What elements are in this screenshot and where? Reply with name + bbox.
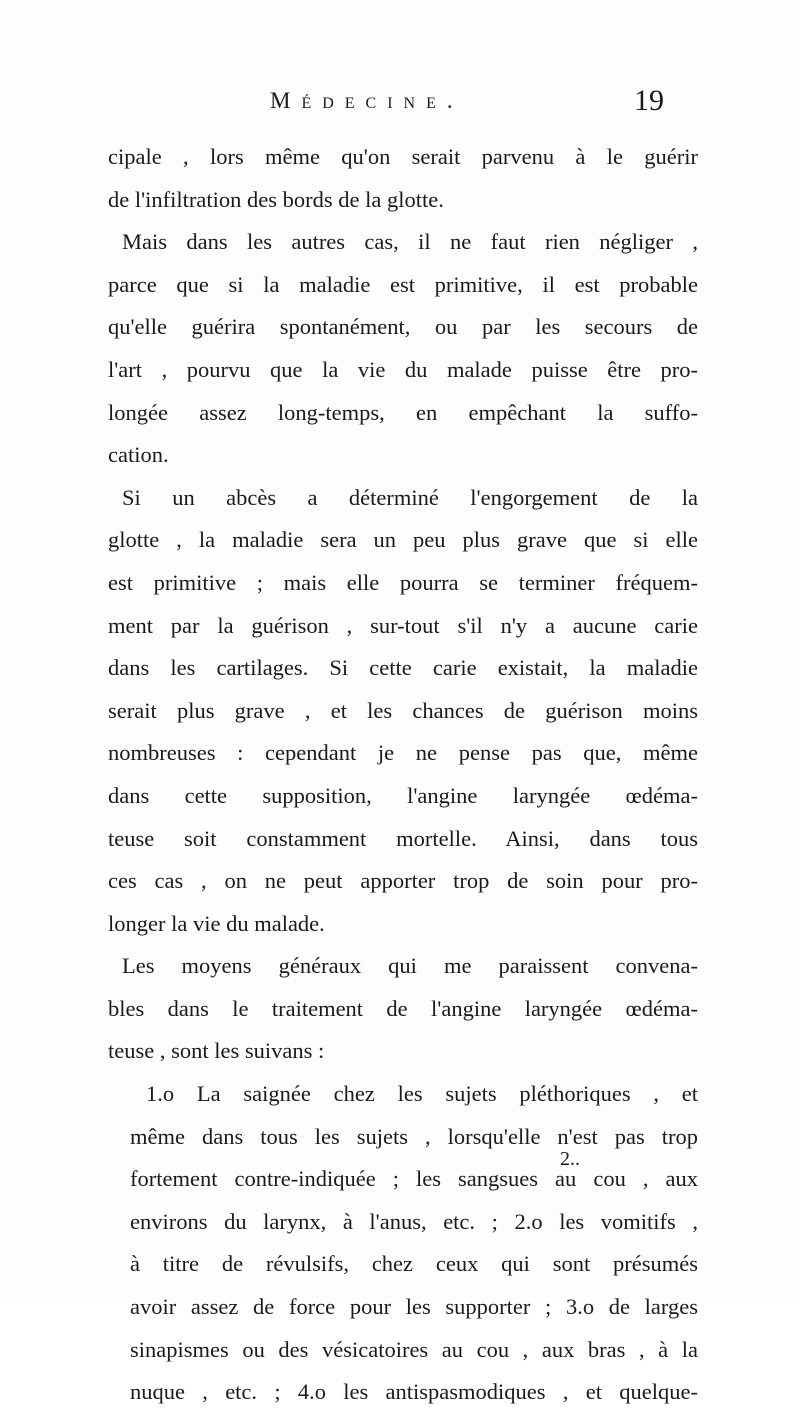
text-line: glotte , la maladie sera un peu plus grave que si elle [108,527,698,553]
text-line: fortement contre-indiquée ; les sangsues au cou , aux [130,1166,698,1192]
text-line: bles dans le traitement de l'angine laryngée œdéma- [108,995,698,1021]
text-line: à titre de révulsifs, chez ceux qui sont présumés [130,1251,698,1277]
text-line: Mais dans les autres cas, il ne faut rien négliger , [122,229,698,255]
body-text [108,136,698,1414]
text-line: nuque , etc. ; 4.o les antispasmodiques , et quelque- [130,1379,698,1405]
text-line: est primitive ; mais elle pourra se terminer fréquem- [108,569,698,595]
page-number: 19 [634,84,664,117]
paragraph [108,221,698,477]
text-line: cation. [108,442,169,468]
treatment-list [108,1073,698,1414]
text-line: dans les cartilages. Si cette carie existait, la maladie [108,655,698,681]
text-line: Les moyens généraux qui me paraissent convena- [122,953,698,979]
text-line: qu'elle guérira spontanément, ou par les secours de [108,314,698,340]
text-line: environs du larynx, à l'anus, etc. ; 2.o les vomitifs , [130,1208,698,1234]
text-line: longée assez long-temps, en empêchant la suffo- [108,399,698,425]
text-line: nombreuses : cependant je ne pense pas que, même [108,740,698,766]
text-line: serait plus grave , et les chances de guérison moins [108,697,698,723]
text-line: parce que si la maladie est primitive, il est probable [108,271,698,297]
text-line: teuse soit constamment mortelle. Ainsi, dans tous [108,825,698,851]
paragraph [108,136,698,221]
text-line: ment par la guérison , sur-tout s'il n'y a aucune carie [108,612,698,638]
text-line: l'art , pourvu que la vie du malade puisse être pro- [108,356,698,382]
paragraph [108,477,698,946]
text-line: sinapismes ou des vésicatoires au cou , aux bras , à la [130,1336,698,1362]
signature-mark: 2.. [560,1148,580,1170]
text-line: teuse , sont les suivans : [108,1038,325,1064]
text-line: cipale , lors même qu'on serait parvenu à le guérir [108,144,698,169]
text-line: de l'infiltration des bords de la glotte. [108,186,444,212]
running-head: Médecine. [270,88,464,113]
text-line: avoir assez de force pour les supporter ; 3.o de larges [130,1294,698,1320]
text-line: Si un abcès a déterminé l'engorgement de la [122,484,698,510]
text-line: dans cette supposition, l'angine laryngée œdéma- [108,782,698,808]
text-line: ces cas , on ne peut apporter trop de soin pour pro- [108,868,698,894]
text-line: longer la vie du malade. [108,910,325,936]
text-line: 1.o La saignée chez les sujets pléthoriques , et [146,1081,698,1107]
paragraph [108,945,698,1073]
text-line: même dans tous les sujets , lorsqu'elle n'est pas trop [130,1123,698,1149]
